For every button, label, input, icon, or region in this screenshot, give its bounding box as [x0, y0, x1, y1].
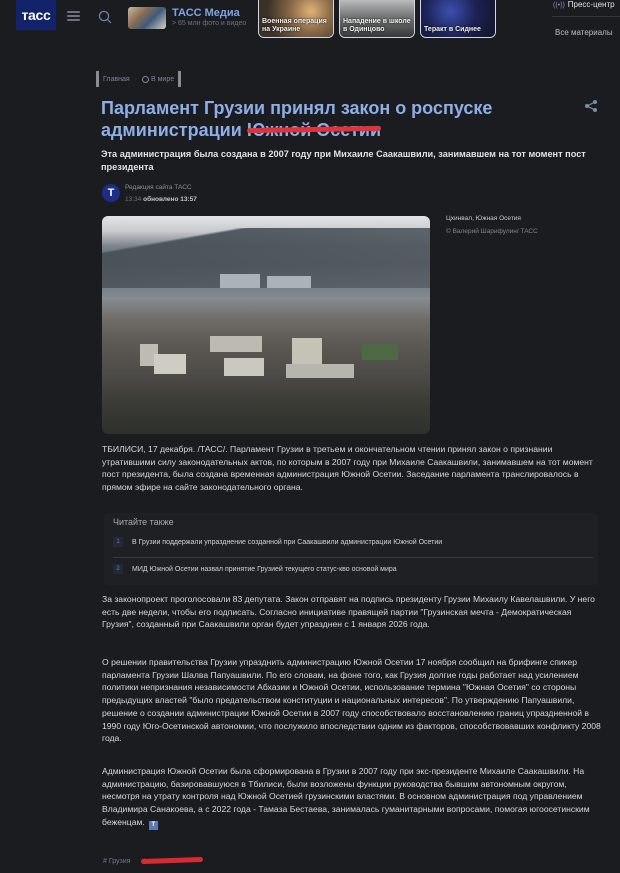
- search-icon[interactable]: [98, 10, 112, 24]
- article-paragraph-1: ТБИЛИСИ, 17 декабря. /ТАСС/. Парламент Грузии в третьем и окончательном чтении принял закон о признании утратившими силу законодательных актов, по которым в 2007 году при Михаиле Саакашвили, занимавшем на тот момент пост президента, была создана временная администрация Южной Осетии. Заседание парламента транслировалось в прямом эфире на сайте законодательного органа.: [102, 444, 593, 493]
- article-lead: Эта администрация была создана в 2007 году при Михаиле Саакашвили, занимавшем на тот момент пост президента: [101, 149, 586, 172]
- tag-georgia[interactable]: # Грузия: [103, 858, 131, 865]
- breadcrumb-section[interactable]: В мире: [151, 75, 175, 83]
- photo-caption-place: Цхинвал, Южная Осетия: [446, 215, 521, 222]
- read-also-item-1[interactable]: [113, 537, 442, 547]
- tass-end-mark-icon: T: [149, 821, 158, 830]
- story-card-sydney[interactable]: [420, 0, 496, 38]
- read-also-title: Читайте также: [113, 517, 174, 527]
- article-photo[interactable]: [102, 216, 430, 434]
- story-card-ukraine[interactable]: [258, 0, 334, 38]
- tass-media-subtitle: > 65 млн фото и видео: [172, 20, 247, 27]
- published-time: 13:34: [125, 196, 142, 203]
- read-also-divider: [113, 557, 593, 558]
- item-number: 1: [113, 537, 123, 547]
- press-center-label: Пресс-центр: [567, 0, 615, 9]
- item-number: 2: [113, 564, 123, 574]
- article-paragraph-3: О решении правительства Грузии упразднить администрацию Южной Осетии 17 ноября сообщил на брифинге спикер парламента Грузии Шалва Папуашвили. По его словам, на фоне того, как Грузия долгие годы работает над усилением политики непризнания независимости Абхазии и Южной Осетии, использование термина "Южная Осетия" со стороны предыдущих властей "было предательством конституции и национальных интересов". По утверждению Папуашвили, решение о создании администрации Южной Осетии в 2007 году способствовало восстановлению границ упраздненной в 1990 году Юго-Осетинской автономии, что послужило впоследствии одним из факторов, способствовавших конфликту 2008 года.: [102, 657, 601, 744]
- tass-media-link[interactable]: ТАСС Медиа: [172, 7, 240, 19]
- author-avatar: T: [102, 184, 120, 202]
- story-card-odintsovo[interactable]: [339, 0, 415, 38]
- read-also-link[interactable]: МИД Южной Осетии назвал принятие Грузией текущего статус-кво основой мира: [132, 565, 397, 573]
- read-also-item-2[interactable]: [113, 564, 397, 574]
- breadcrumb-home[interactable]: Главная: [103, 75, 130, 83]
- article-title: [101, 97, 521, 141]
- updated-time: 13:57: [180, 196, 197, 203]
- tass-media-thumbnail[interactable]: [128, 7, 166, 29]
- broadcast-icon: ((•)): [553, 2, 565, 9]
- press-center-link[interactable]: [553, 0, 615, 9]
- redacted-title-segment: [247, 119, 381, 141]
- hamburger-menu-icon[interactable]: [67, 11, 80, 21]
- breadcrumb: [96, 71, 181, 87]
- share-icon[interactable]: [584, 99, 598, 113]
- updated-label: обновлено: [143, 196, 179, 203]
- red-redaction-mark: [141, 857, 203, 864]
- story-label: Нападение в школе в Одинцово: [343, 18, 411, 33]
- paragraph-text: Администрация Южной Осетии была сформирована в Грузии в 2007 году при экс-президенте Михаиле Саакашвили. На администрацию, базировавшуюся в Тбилиси, были возложены функции руководства бывшим автономным округом, несмотря на утрату контроля над Южной Осетией грузинскими властями. В основном администрация под управлением Владимира Санакоева, а с 2022 года - Тамаза Бестаева, занималась гуманитарными вопросами, помогая югоосетинским беженцам.: [102, 766, 590, 827]
- tass-logo[interactable]: тасс: [16, 0, 56, 30]
- breadcrumb-separator: ·: [134, 75, 137, 83]
- photo-credit: © Валерий Шарифулин/ ТАСС: [446, 228, 538, 235]
- article-paragraph-2: За законопроект проголосовали 83 депутата. Закон отправят на подпись президенту Грузии Михаилу Кавелашвили. У него есть две недели, чтобы его подписать. Согласно инициативе правящей партии "Грузинская мечта - Демократическая Грузия", созданный при Саакашвили орган будет упразднен с 1 января 2026 года.: [102, 594, 595, 630]
- header-divider: [552, 16, 620, 17]
- title-text: Парламент Грузии принял закон о роспуске администрации: [101, 98, 493, 140]
- story-label: Военная операция на Украине: [262, 18, 327, 33]
- story-label: Теракт в Сиднее: [424, 26, 481, 33]
- publish-time: [125, 196, 197, 203]
- author-name: Редакция сайта ТАСС: [125, 184, 192, 191]
- site-header: [0, 0, 620, 42]
- read-also-link[interactable]: В Грузии поддержали упразднение созданной при Саакашвили администрации Южной Осетии: [132, 538, 443, 546]
- globe-icon: [142, 76, 149, 83]
- article-paragraph-4: [102, 765, 602, 830]
- all-materials-link[interactable]: Все материалы: [555, 28, 613, 37]
- read-also-box: [104, 513, 598, 585]
